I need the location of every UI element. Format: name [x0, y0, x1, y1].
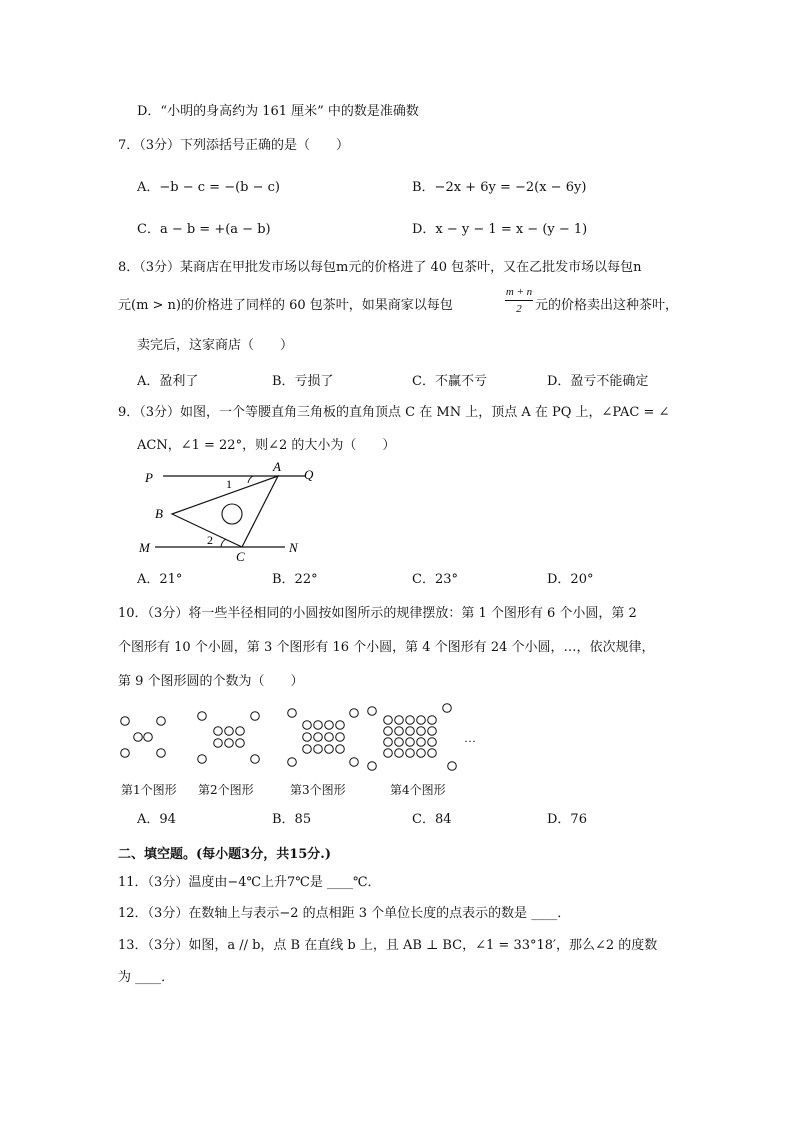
- angle-2-arc: [221, 539, 226, 547]
- q8-option-d: D．盈亏不能确定: [547, 374, 649, 389]
- caption-figure-1: 第1个图形: [121, 783, 177, 797]
- q8-fraction-numerator: m + n: [505, 286, 533, 298]
- q9-option-d: D．20°: [547, 572, 594, 587]
- q10-option-c: C．84: [412, 812, 452, 827]
- angle-1-arc: [248, 476, 253, 483]
- q9-line1: 9．（3分）如图，一个等腰直角三角板的直角顶点 C 在 MN 上，顶点 A 在 PQ 上，∠PAC = ∠: [118, 405, 670, 420]
- q11-text: 11．（3分）温度由−4℃上升7℃是 ____℃．: [118, 875, 381, 890]
- q10-line2: 个图形有 10 个小圆，第 3 个图形有 16 个小圆，第 4 个图形有 24 个小圆，…，依次规律，: [118, 640, 655, 655]
- q9-option-c: C．23°: [412, 572, 458, 587]
- q7-option-b: B．−2x + 6y = −2(x − 6y): [412, 180, 587, 195]
- triangle-abc: [172, 476, 278, 547]
- q10-line3: 第 9 个图形圆的个数为（ ）: [118, 674, 304, 689]
- q6-option-d: D．“小明的身高约为 161 厘米” 中的数是准确数: [137, 104, 419, 119]
- q8-line3: 卖完后，这家商店（ ）: [137, 338, 294, 353]
- q8-fraction: [505, 286, 533, 315]
- label-b: B: [155, 506, 163, 521]
- pattern-2: [198, 712, 260, 764]
- triangle-hole-circle: [222, 504, 242, 524]
- q9-option-b: B．22°: [272, 572, 318, 587]
- label-a: A: [273, 459, 281, 474]
- label-angle-2: 2: [207, 533, 213, 547]
- pattern-1: [121, 717, 166, 758]
- label-n: N: [289, 540, 298, 555]
- pattern-ellipsis: …: [464, 731, 476, 745]
- q8-option-b: B．亏损了: [272, 374, 334, 389]
- q10-option-a: A．94: [137, 812, 176, 827]
- q7-stem: 7．（3分）下列添括号正确的是（ ）: [118, 138, 350, 153]
- label-m: M: [139, 540, 150, 555]
- q13-line2: 为 ____．: [118, 970, 175, 985]
- label-c: C: [236, 549, 245, 564]
- pattern-4: [368, 704, 457, 771]
- q10-line1: 10．（3分）将一些半径相同的小圆按如图所示的规律摆放：第 1 个图形有 6 个小圆，第 2: [118, 606, 637, 621]
- q8-line2b: 元的价格卖出这种茶叶，: [535, 298, 679, 313]
- q9-option-a: A．21°: [137, 572, 183, 587]
- caption-figure-4: 第4个图形: [390, 783, 446, 797]
- q8-option-c: C．不赢不亏: [412, 374, 487, 389]
- q7-option-c: C．a − b = +(a − b): [137, 222, 271, 237]
- q10-option-b: B．85: [272, 812, 312, 827]
- q8-fraction-denominator: 2: [516, 303, 522, 315]
- q12-text: 12．（3分）在数轴上与表示−2 的点相距 3 个单位长度的点表示的数是 ____．: [118, 906, 571, 921]
- label-p: P: [145, 470, 153, 485]
- q8-line1: 8．（3分）某商店在甲批发市场以每包m元的价格进了 40 包茶叶，又在乙批发市场以每包n: [118, 260, 642, 275]
- q8-fraction-bar: [505, 300, 533, 301]
- q7-option-d: D．x − y − 1 = x − (y − 1): [412, 222, 588, 237]
- q9-line2: ACN，∠1 = 22°，则∠2 的大小为（ ）: [137, 438, 396, 453]
- pattern-3: [288, 709, 359, 767]
- caption-figure-2: 第2个图形: [198, 783, 254, 797]
- q10-circle-patterns: [112, 700, 492, 778]
- label-q: Q: [304, 467, 314, 482]
- q10-option-d: D．76: [547, 812, 587, 827]
- caption-figure-3: 第3个图形: [290, 783, 346, 797]
- label-angle-1: 1: [226, 477, 232, 491]
- q13-line1: 13．（3分）如图，a // b，点 B 在直线 b 上，且 AB ⊥ BC，∠1 = 33°18′，那么∠2 的度数: [118, 938, 658, 953]
- q7-option-a: A．−b − c = −(b − c): [137, 180, 280, 195]
- q8-line2a: 元(m > n)的价格进了同样的 60 包茶叶，如果商家以每包: [118, 298, 453, 313]
- section2-title: 二、填空题。(每小题3分，共15分.): [118, 847, 331, 862]
- q8-option-a: A．盈利了: [137, 374, 199, 389]
- q9-figure: [135, 458, 335, 566]
